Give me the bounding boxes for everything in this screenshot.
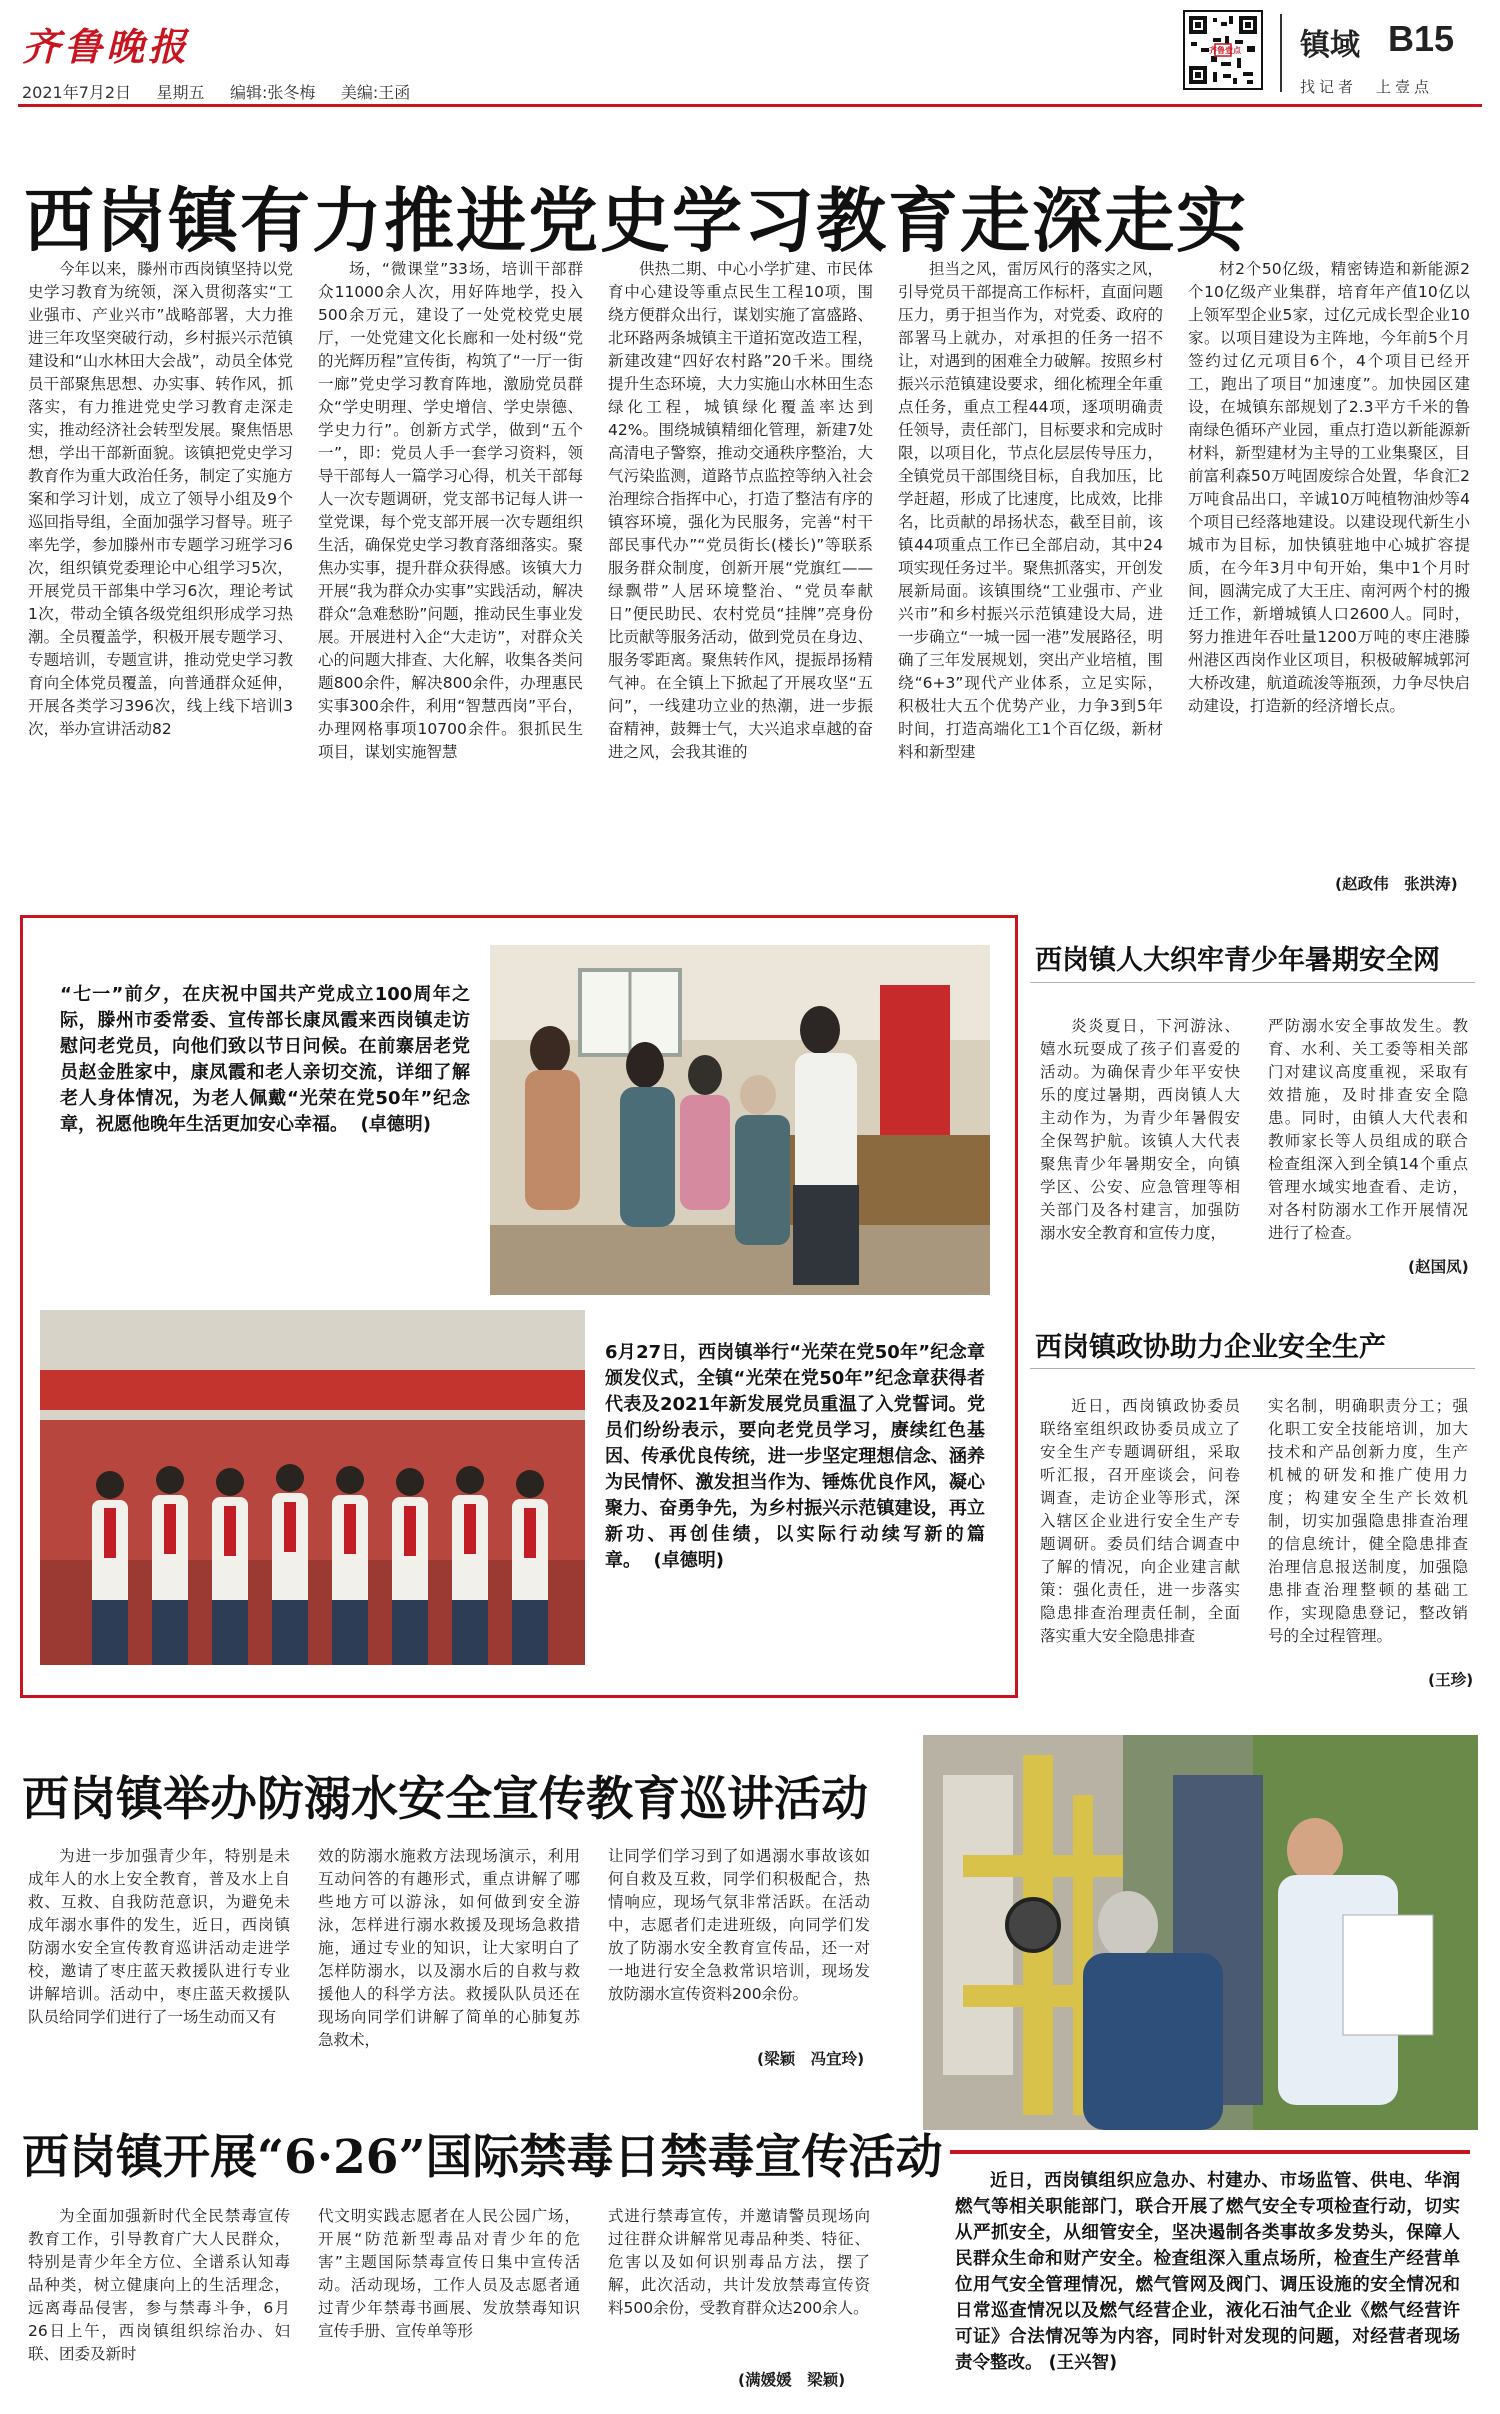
drowning-byline: (梁颖 冯宜玲)	[757, 2050, 865, 2068]
anti-drug-column-1-text: 为全面加强新时代全民禁毒宣传教育工作，引导教育广大人民群众，特别是青少年全方位、全谱系认知毒品种类，树立健康向上的生活理念，远离毒品侵害，参与禁毒斗争，6月26日上午，西岗镇组织综治办、妇联、团委及新时	[28, 2207, 290, 2363]
lead-column-4-text: 担当之风，雷厉风行的落实之风，引导党员干部提高工作标杆，直面问题压力，勇于担当作为，对党委、政府的部署马上就办，对承担的任务一招不让，对遇到的困难全力破解。按照乡村振兴示范镇建设要求，细化梳理全年重点任务，重点工程44项，逐项明确责任领导，责任部门，目标要求和完成时限，以项目化，节点化层层传导压力，全镇党员干部围绕目标，自我加压，比学赶超，形成了比速度，比成效，比排名，比贡献的昂扬状态，截至目前，该镇44项重点工作已全部启动，其中24项实现任务过半。聚焦抓落实，开创发展新局面。该镇围绕“工业强市、产业兴市”和乡村振兴示范镇建设大局，进一步确立“一城一园一港”发展路径，明确了三年发展规划，突出产业培植，围绕“6+3”现代产业体系，立足实际，积极壮大五个优势产业，力争3到5年时间，打造高端化工1个百亿级，新材料和新型建	[898, 260, 1163, 761]
photo-ceremony	[40, 1310, 585, 1665]
newspaper-logo: 齐鲁晚报	[22, 24, 191, 69]
cppcc-byline: (王珍)	[1428, 1671, 1474, 1689]
issue-meta	[22, 80, 410, 103]
drowning-column-2-text: 效的防溺水施救方法现场演示，利用互动问答的有趣形式，重点讲解了哪些地方可以游泳，如何做到安全游泳，怎样进行溺水救援及现场急救措施，通过专业的知识，让大家明白了怎样防溺水，以及溺水后的自救与救援他人的科学方法。救援队队员还在现场向同学们讲解了简单的心肺复苏急救术，	[318, 1847, 580, 2049]
featured-caption-1	[60, 982, 470, 1222]
featured-caption-1-text: “七一”前夕，在庆祝中国共产党成立100周年之际，滕州市委常委、宣传部长康凤霞来西岗镇走访慰问老党员，向他们致以节日问候。在前寨居老党员赵金胜家中，康凤霞和老人亲切交流，详细了解老人身体情况，为老人佩戴“光荣在党50年”纪念章，祝愿他晚年生活更加安心幸福。	[60, 984, 470, 1135]
issue-weekday: 星期五	[156, 83, 205, 102]
drowning-column-1	[28, 1845, 290, 2075]
designer-credit: 美编:王函	[340, 83, 411, 102]
drowning-column-3	[608, 1845, 870, 2030]
anti-drug-column-1	[28, 2205, 290, 2390]
qr-code-icon	[1183, 10, 1263, 90]
summer-rule	[1030, 982, 1475, 983]
editor-credit: 编辑:张冬梅	[229, 83, 316, 102]
qr-label: 齐鲁壹点	[1209, 46, 1241, 55]
page-number: B15	[1388, 18, 1455, 59]
anti-drug-byline: (满媛媛 梁颖)	[738, 2371, 846, 2389]
anti-drug-column-3	[608, 2205, 870, 2367]
reporter-slogan: 找记者 上壹点	[1300, 78, 1434, 96]
lead-column-1-text: 今年以来，滕州市西岗镇坚持以党史学习教育为统领，深入贯彻落实“工业强市、产业兴市”战略部署，大力推进三年攻坚突破行动，乡村振兴示范镇建设和“山水林田大会战”，动员全体党员干部聚焦思想、办实事、转作风，抓落实，有力推进党史学习教育走深走实，推动经济社会转型发展。聚焦悟思想，学出干部新面貌。该镇把党史学习教育作为重大政治任务，制定了实施方案和学习计划，成立了领导小组及9个巡回指导组，全面加强学习督导。班子率先学，参加滕州市专题学习班学习6次，组织镇党委理论中心组学习5次，开展党员干部集中学习6次，理论考试1次，带动全镇各级党组织形成学习热潮。全员覆盖学，积极开展专题学习、专题培训，专题宣讲，推动党史学习教育向全体党员覆盖，向普通群众延伸，开展各类学习396次，线上线下培训3次，举办宣讲活动82	[28, 260, 293, 738]
lead-column-2	[318, 258, 583, 888]
cppcc-rule	[1030, 1368, 1475, 1369]
featured-caption-1-byline: (卓德明)	[360, 1114, 431, 1135]
summer-column-2-text: 严防溺水安全事故发生。教育、水利、关工委等相关部门对建议高度重视，采取有效措施，及时排查安全隐患。同时，由镇人大代表和教师家长等人员组成的联合检查组深入到全镇14个重点管理水域实地查看、走访，对各村防溺水工作开展情况进行了检查。	[1268, 1017, 1468, 1242]
anti-drug-headline: 西岗镇开展“6·26”国际禁毒日禁毒宣传活动	[22, 2130, 943, 2185]
drowning-column-2	[318, 1845, 580, 2075]
gas-caption	[955, 2168, 1460, 2398]
gas-caption-byline: (王兴智)	[1048, 2353, 1118, 2373]
section-divider	[1280, 14, 1282, 92]
photo-gas-inspection	[923, 1735, 1478, 2130]
lead-column-1	[28, 258, 293, 888]
cppcc-column-1-text: 近日，西岗镇政协委员联络室组织政协委员成立了安全生产专题调研组，采取听汇报，召开座谈会，问卷调查，走访企业等形式，深入辖区企业进行安全生产专题调研。委员们结合调查中了解的情况，向企业建言献策：强化责任，进一步落实隐患排查治理责任制，全面落实重大安全隐患排查	[1040, 1397, 1240, 1645]
lead-column-5-text: 材2个50亿级，精密铸造和新能源2个10亿级产业集群，培育年产值10亿以上领军型企业5家，过亿元成长型企业10家。以项目建设为主阵地，今年前5个月签约过亿元项目6个，4个项目已经开工，跑出了项目“加速度”。加快园区建设，在城镇东部规划了2.3平方千米的鲁南绿色循环产业园，重点打造以新能源新材料，新型建材为主导的工业集聚区，目前富利森50万吨固废综合处置，华食汇2万吨食品出口，辛诚10万吨植物油炒等4个项目已经落地建设。以建设现代新生小城市为目标，加快镇驻地中心城扩容提质，在今年3月中旬开始，集中1个月时间，圆满完成了大王庄、南河两个村的搬迁工作，新增城镇人口2600人。同时，努力推进年吞吐量1200万吨的枣庄港滕州港区西岗作业区项目，积极破解城郭河大桥改建，航道疏浚等瓶颈，力争尽快启动建设，打造新的经济增长点。	[1188, 260, 1470, 715]
issue-date: 2021年7月2日	[22, 83, 132, 102]
photo-veteran-visit	[490, 945, 990, 1295]
anti-drug-column-3-text: 式进行禁毒宣传，并邀请警员现场向过往群众讲解常见毒品种类、特征、危害以及如何识别毒品方法，摆了解，此次活动，共计发放禁毒宣传资料500余份，受教育群众达200余人。	[608, 2207, 870, 2317]
featured-caption-2	[605, 1340, 985, 1620]
cppcc-column-1	[1040, 1395, 1240, 1685]
cppcc-column-2-text: 实名制，明确职责分工；强化职工安全技能培训，加大技术和产品创新力度，生产机械的研发和推广使用力度；构建安全生产长效机制，切实加强隐患排查治理的信息统计，健全隐患排查治理信息报送制度，加强隐患排查治理整顿的基础工作，实现隐患登记，整改销号的全过程管理。	[1268, 1397, 1468, 1645]
lead-byline: (赵政伟 张洪涛)	[1335, 875, 1458, 893]
cppcc-column-2	[1268, 1395, 1468, 1667]
lead-column-3	[608, 258, 873, 888]
section-name: 镇域	[1300, 28, 1360, 63]
lead-headline: 西岗镇有力推进党史学习教育走深走实	[24, 179, 1248, 262]
summer-safety-headline: 西岗镇人大织牢青少年暑期安全网	[1035, 945, 1440, 976]
lead-column-4	[898, 258, 1163, 888]
lead-column-3-text: 供热二期、中心小学扩建、市民体育中心建设等重点民生工程10项，围绕方便群众出行，谋划实施了富盛路、北环路两条城镇主干道拓宽改造工程，新建改建“四好农村路”20千米。围绕提升生态环境，大力实施山水林田生态绿化工程，城镇绿化覆盖率达到42%。围绕城镇精细化管理，新建7处高清电子警察，推动交通秩序整治，大气污染监测，道路节点监控等纳入社会治理综合指挥中心，打造了整洁有序的镇容环境，强化为民服务，完善“村干部民事代办”“党员街长(楼长)”等联系服务群众制度，创新开展“党旗红——绿飘带”人居环境整治、“党员奉献日”便民助民、农村党员“挂牌”亮身份比贡献等服务活动，做到党员在身边、服务零距离。聚焦转作风，提振昂扬精气神。在全镇上下掀起了开展攻坚“五问”，一线建功立业的热潮，进一步振奋精神，鼓舞士气，大兴追求卓越的奋进之风，会我其谁的	[608, 260, 873, 761]
featured-caption-2-text: 6月27日，西岗镇举行“光荣在党50年”纪念章颁发仪式，全镇“光荣在党50年”纪念章获得者代表及2021年新发展党员重温了入党誓词。党员们纷纷表示，要向老党员学习，赓续红色基因、传承优良传统，进一步坚定理想信念、涵养为民情怀、激发担当作为、锤炼优良作风，凝心聚力、奋勇争先，为乡村振兴示范镇建设，再立新功、再创佳绩，以实际行动续写新的篇章。	[605, 1342, 985, 1571]
drowning-column-1-text: 为进一步加强青少年，特别是未成年人的水上安全教育，普及水上自救、互救、自我防范意识，为避免未成年溺水事件的发生，近日，西岗镇防溺水安全宣传教育巡讲活动走进学校，邀请了枣庄蓝天救援队进行专业讲解培训。活动中，枣庄蓝天救援队队员给同学们进行了一场生动而又有	[28, 1847, 290, 2026]
gas-caption-text: 近日，西岗镇组织应急办、村建办、市场监管、供电、华润燃气等相关职能部门，联合开展了燃气安全专项检查行动，切实从严抓安全，从细管安全，坚决遏制各类事故多发势头，保障人民群众生命和财产安全。检查组深入重点场所，检查生产经营单位用气安全管理情况，燃气管网及阀门、调压设施的安全情况和日常巡查情况以及燃气经营企业，液化石油气企业《燃气经营许可证》合法情况等为内容，同时针对发现的问题，对经营者现场责令整改。	[955, 2171, 1460, 2373]
summer-column-1-text: 炎炎夏日，下河游泳、嬉水玩耍成了孩子们喜爱的活动。为确保青少年平安快乐的度过暑期，西岗镇人大主动作为，为青少年暑假安全保驾护航。该镇人大代表聚焦青少年暑期安全，向镇学区、公安、应急管理等相关部门及各村建言，加强防溺水安全教育和宣传力度，	[1040, 1017, 1240, 1242]
masthead-rule	[18, 104, 1482, 107]
lead-column-2-text: 场，“微课堂”33场，培训干部群众11000余人次，用好阵地学，投入500余万元，建设了一处党校党史展厅，一处党建文化长廊和一处村级“党的光辉历程”宣传街，构筑了“一厅一街一廊”党史学习教育阵地，激励党员群众“学史明理、学史增信、学史崇德、学史力行”。创新方式学，做到“五个一”，即：党员人手一套学习资料，领导干部每人一篇学习心得，机关干部每人一次专题调研，党支部书记每人讲一堂党课，每个党支部开展一次专题组织生活，确保党史学习教育落细落实。聚焦办实事，提升群众获得感。该镇大力开展“我为群众办实事”实践活动，解决群众“急难愁盼”问题，推动民生事业发展。开展进村入企“大走访”，对群众关心的问题大排查、大化解，收集各类问题800余件，解决800余件，办理惠民实事300余件，利用“智慧西岗”平台，办理网格事项10700余件。狠抓民生项目，谋划实施智慧	[318, 260, 583, 761]
cppcc-headline: 西岗镇政协助力企业安全生产	[1035, 1332, 1386, 1363]
drowning-column-3-text: 让同学们学习到了如遇溺水事故该如何自救及互救，同学们积极配合，热情响应，现场气氛非常活跃。在活动中，志愿者们走进班级，向同学们发放了防溺水安全教育宣传品，还一对一地进行安全急救常识培训，现场发放防溺水宣传资料200余份。	[608, 1847, 870, 2003]
gas-caption-rule	[950, 2150, 1470, 2154]
summer-byline: (赵国凤)	[1408, 1258, 1469, 1276]
summer-column-1	[1040, 1015, 1240, 1277]
anti-drug-column-2	[318, 2205, 580, 2390]
summer-column-2	[1268, 1015, 1468, 1255]
featured-caption-2-byline: (卓德明)	[653, 1550, 724, 1571]
lead-column-5	[1188, 258, 1470, 870]
drowning-headline: 西岗镇举办防溺水安全宣传教育巡讲活动	[22, 1772, 868, 1827]
anti-drug-column-2-text: 代文明实践志愿者在人民公园广场，开展“防范新型毒品对青少年的危害”主题国际禁毒宣传日集中宣传活动。活动现场，工作人员及志愿者通过青少年禁毒书画展、发放禁毒知识宣传手册、宣传单等形	[318, 2207, 580, 2340]
